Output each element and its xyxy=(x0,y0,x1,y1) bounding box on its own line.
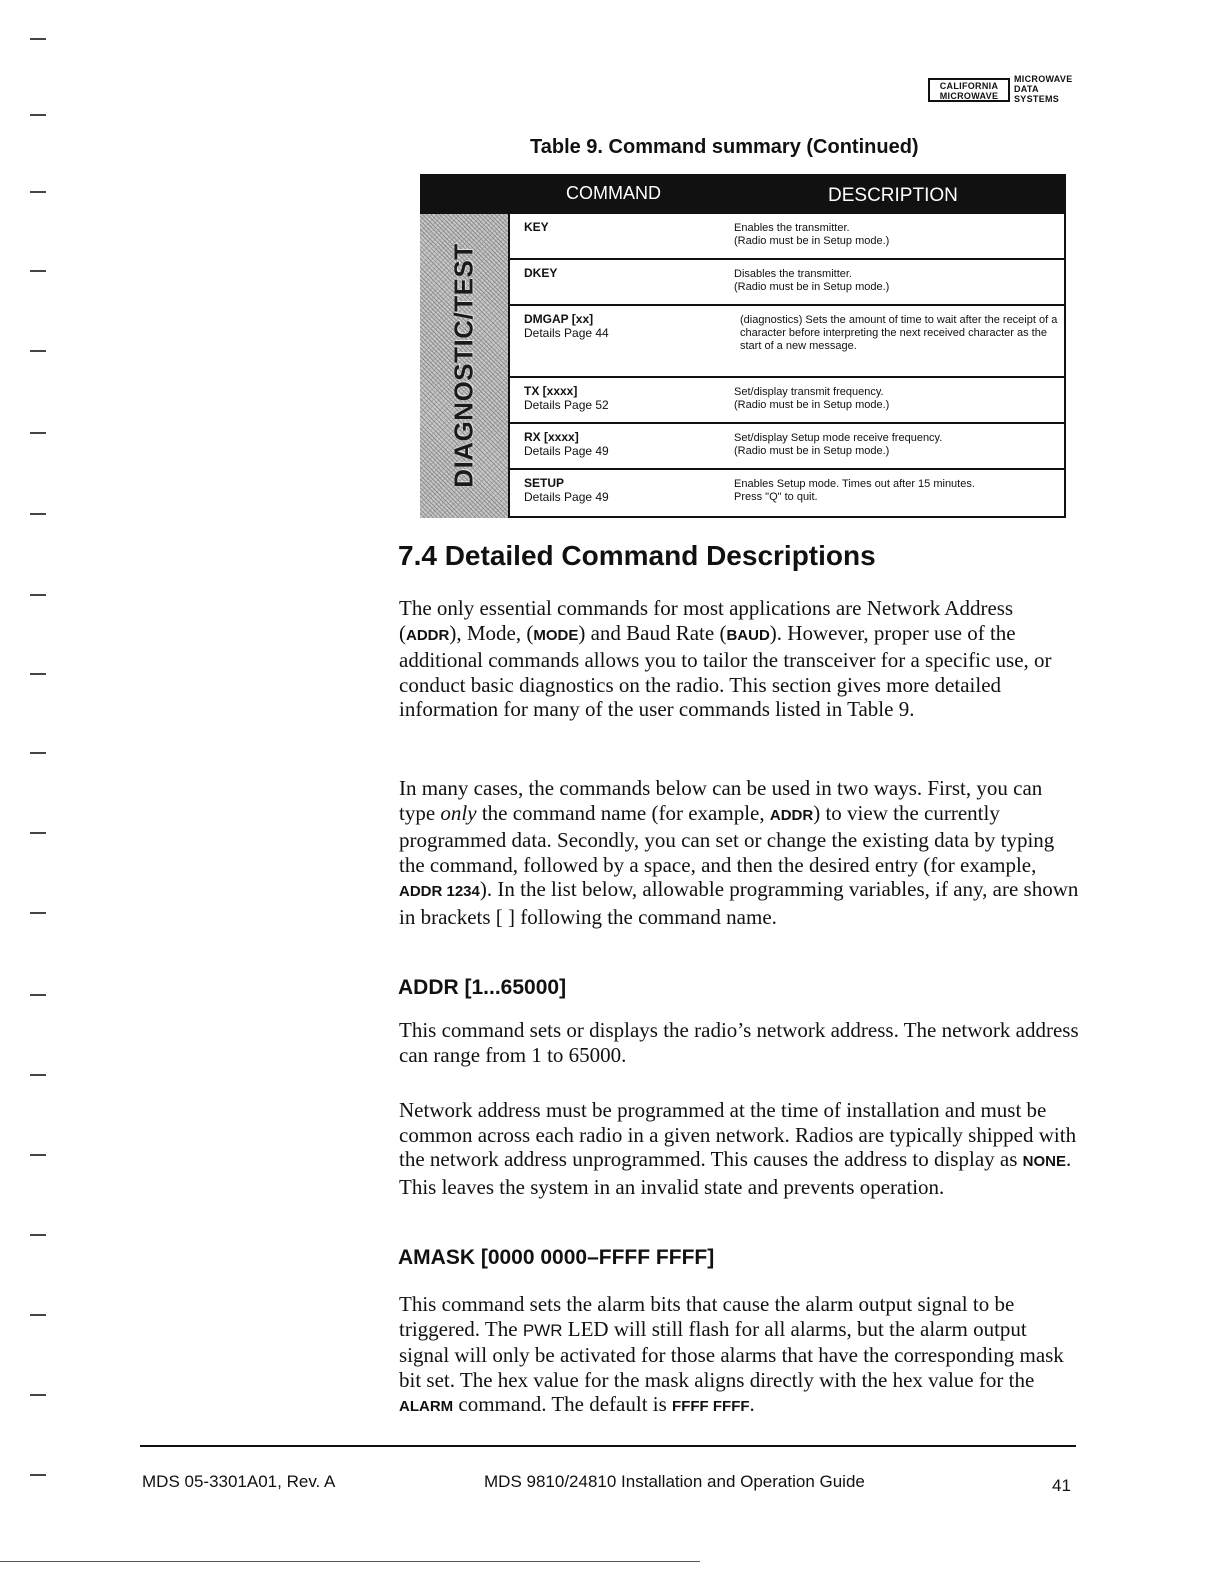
description-line: (Radio must be in Setup mode.) xyxy=(734,399,890,411)
table-row xyxy=(510,214,1066,260)
header-command: COMMAND xyxy=(566,183,661,203)
usage-paragraph xyxy=(399,776,1079,929)
description-line: Enables Setup mode. Times out after 15 minutes. xyxy=(734,478,975,490)
details-page: Details Page 52 xyxy=(524,398,609,412)
paragraph-text: In many cases, the commands below can be used in two ways. First, you can type xyxy=(399,776,1043,825)
company-logo xyxy=(928,74,1090,108)
scan-edge-line xyxy=(0,1561,700,1562)
margin-tick xyxy=(30,513,46,515)
command-keyword: ADDR xyxy=(769,806,814,824)
margin-tick xyxy=(30,673,46,675)
logo-text: MICROWAVE xyxy=(939,91,999,101)
paragraph-text: This command sets the alarm bits that cause the alarm output signal to be triggered. The xyxy=(399,1292,1015,1341)
command-name: DKEY xyxy=(524,266,558,280)
emphasis-text: only xyxy=(440,800,477,825)
guide-title: MDS 9810/24810 Installation and Operation Guide xyxy=(484,1472,865,1491)
margin-tick xyxy=(30,594,46,596)
table-row xyxy=(510,470,1066,516)
margin-tick xyxy=(30,350,46,352)
description-line: (Radio must be in Setup mode.) xyxy=(734,445,890,457)
margin-tick xyxy=(30,752,46,754)
margin-tick xyxy=(30,38,46,40)
page-number: 41 xyxy=(1052,1476,1071,1495)
description-cell xyxy=(740,314,1060,353)
margin-tick xyxy=(30,1394,46,1396)
table-header xyxy=(420,174,1066,214)
paragraph-text: The only essential commands for most applications are Network Address ( xyxy=(399,596,1014,645)
margin-tick xyxy=(30,114,46,116)
command-keyword: ADDR xyxy=(406,626,450,644)
command-keyword: NONE xyxy=(1022,1153,1066,1170)
command-cell xyxy=(524,266,557,280)
table-row xyxy=(510,306,1066,378)
command-name: DMGAP [xx] xyxy=(524,312,594,326)
description-line: (diagnostics) Sets the amount of time to wait after the receipt of a character before interpreting the next received character as the start of a new message. xyxy=(740,314,1058,352)
description-line: Enables the transmitter. xyxy=(734,222,850,234)
section-heading: 7.4 Detailed Command Descriptions xyxy=(398,540,876,571)
logo-text: CALIFORNIA xyxy=(939,81,999,91)
command-cell xyxy=(524,312,609,340)
paragraph-text: Network address must be programmed at the time of installation and must be common across each radio in a given network. Radios are typically shipped with the network address unprogrammed. This causes the address to display as xyxy=(399,1098,1077,1171)
description-cell xyxy=(734,386,1064,412)
description-cell xyxy=(734,478,1064,504)
command-cell xyxy=(524,430,609,458)
command-keyword: BAUD xyxy=(726,626,770,644)
paragraph-text: . xyxy=(749,1392,755,1416)
paragraph-text: command. The default is xyxy=(453,1392,673,1416)
description-line: Set/display Setup mode receive frequency. xyxy=(734,432,943,444)
logo-text: MICROWAVE xyxy=(1014,74,1073,84)
led-label: PWR xyxy=(522,1320,563,1340)
description-line: (Radio must be in Setup mode.) xyxy=(734,281,890,293)
margin-tick xyxy=(30,912,46,914)
margin-tick xyxy=(30,1154,46,1156)
command-name: KEY xyxy=(524,220,549,234)
description-cell xyxy=(734,432,1064,458)
paragraph-text: ). However, proper use of the additional commands allows you to tailor the transceiver for a specific use, or conduct basic diagnostics on the radio. This section gives more detailed information for many of the user commands listed in Table 9. xyxy=(399,620,1052,721)
logo-text: SYSTEMS xyxy=(1014,94,1060,104)
paragraph-text: . This leaves the system in an invalid state and prevents operation. xyxy=(399,1147,1072,1199)
command-cell xyxy=(524,220,549,234)
paragraph-text: the command name (for example, xyxy=(476,800,770,825)
command-name: SETUP xyxy=(524,476,565,490)
margin-tick xyxy=(30,832,46,834)
command-keyword: ALARM xyxy=(399,1398,454,1415)
header-description: DESCRIPTION xyxy=(828,185,958,206)
description-cell xyxy=(734,268,1064,294)
addr-heading: ADDR [1...65000] xyxy=(398,976,567,999)
amask-heading: AMASK [0000 0000–FFFF FFFF] xyxy=(398,1246,715,1269)
command-summary-table xyxy=(420,174,1066,518)
margin-tick xyxy=(30,191,46,193)
paragraph-text: ) and Baud Rate ( xyxy=(578,620,727,645)
intro-paragraph xyxy=(399,596,1079,722)
table-row xyxy=(510,260,1066,306)
margin-tick xyxy=(30,432,46,434)
description-line: Disables the transmitter. xyxy=(734,268,852,280)
command-name: TX [xxxx] xyxy=(524,384,578,398)
command-keyword: ADDR 1234 xyxy=(399,883,480,900)
margin-tick xyxy=(30,1474,46,1476)
details-page: Details Page 49 xyxy=(524,490,609,504)
description-cell xyxy=(734,222,1064,248)
command-keyword: FFFF FFFF xyxy=(672,1398,750,1415)
doc-number: MDS 05-3301A01, Rev. A xyxy=(142,1472,336,1491)
logo-wordmark xyxy=(1014,74,1090,104)
side-tab-label: DIAGNOSTIC/TEST xyxy=(448,243,479,488)
logo-box xyxy=(928,78,1010,102)
footer-divider xyxy=(140,1445,1076,1447)
command-cell xyxy=(524,384,609,412)
paragraph-text: ), Mode, ( xyxy=(449,620,534,645)
description-line: Press "Q" to quit. xyxy=(734,491,818,503)
amask-paragraph xyxy=(399,1292,1079,1420)
paragraph-text: LED will still flash for all alarms, but the alarm output signal will only be activated for those alarms that have the corresponding mask bit set. The hex value for the mask aligns directly with the hex value for the xyxy=(399,1316,1064,1392)
margin-tick xyxy=(30,270,46,272)
margin-tick xyxy=(30,994,46,996)
addr-paragraph: This command sets or displays the radio’s network address. The network address can range from 1 to 65000. xyxy=(399,1018,1079,1067)
paragraph-text: ) to view the currently programmed data. Secondly, you can set or change the existing data by typing the command, followed by a space, and then the desired entry (for example, xyxy=(399,800,1055,877)
side-tab xyxy=(420,214,508,518)
command-cell xyxy=(524,476,609,504)
addr-detail-paragraph xyxy=(399,1098,1079,1199)
description-line: (Radio must be in Setup mode.) xyxy=(734,235,890,247)
table-body xyxy=(508,214,1066,518)
logo-text: DATA xyxy=(1014,84,1039,94)
table-row xyxy=(510,424,1066,470)
command-name: RX [xxxx] xyxy=(524,430,579,444)
margin-tick xyxy=(30,1234,46,1236)
details-page: Details Page 49 xyxy=(524,444,609,458)
margin-tick xyxy=(30,1074,46,1076)
table-row xyxy=(510,378,1066,424)
paragraph-text: ). In the list below, allowable programming variables, if any, are shown in brackets [ ] following the command name. xyxy=(399,877,1079,929)
command-keyword: MODE xyxy=(533,626,579,644)
description-line: Set/display transmit frequency. xyxy=(734,386,884,398)
table-title: Table 9. Command summary (Continued) xyxy=(530,136,919,158)
details-page: Details Page 44 xyxy=(524,326,609,340)
margin-tick xyxy=(30,1314,46,1316)
